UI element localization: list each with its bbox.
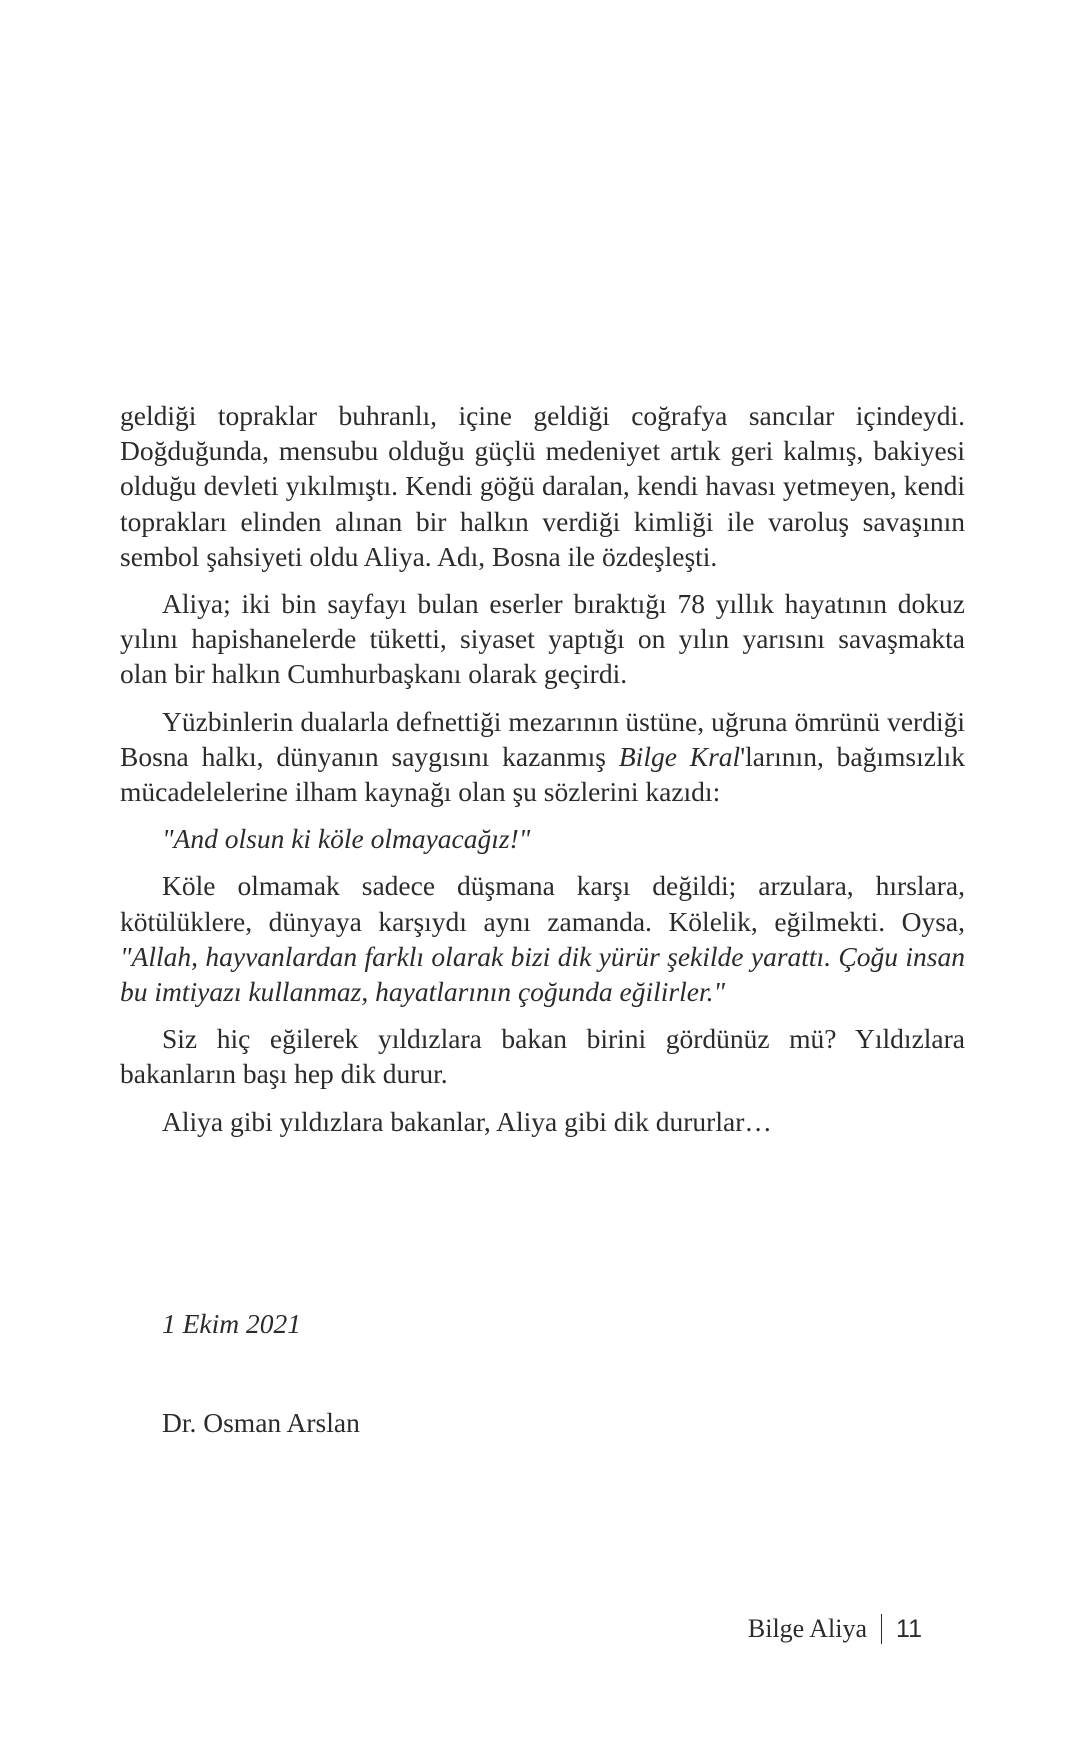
paragraph-3-part-a: Yüzbinlerin dualarla defnettiği mezarının üstüne, uğruna ömrünü verdiği Bosna halkı, dünyanın saygısını kazanmış <box>120 705 965 772</box>
paragraph-2: Aliya; iki bin sayfayı bulan eserler bıraktığı 78 yıllık hayatının dokuz yılını hapishanelerde tüketti, siyaset yaptığı on yılın yarısını savaşmakta olan bir halkın Cumhurbaşkanı olarak geçirdi. <box>120 588 965 690</box>
paragraph-4-quote: "Allah, hayvanlardan farklı olarak bizi dik yürür şekilde yarattı. Çoğu insan bu imtiyazı kullanmaz, hayatlarının çoğunda eğilirler." <box>120 940 965 1008</box>
paragraph-5: Siz hiç eğilerek yıldızlara bakan birini gördünüz mü? Yıldızlara bakanların başı hep dik durur. <box>120 1023 965 1090</box>
footer-book-title: Bilge Aliya <box>747 1614 868 1643</box>
paragraph-1: geldiği topraklar buhranlı, içine geldiği coğrafya sancılar içindeydi. Doğduğunda, mensubu olduğu güçlü medeniyet artık geri kalmış, bakiyesi olduğu devleti yıkılmıştı. Kendi göğü daralan, kendi havası yetmeyen, kendi toprakları elinden alınan bir halkın verdiği kimliği ile varoluş savaşının sembol şahsiyeti oldu Aliya. Adı, Bosna ile özdeşleşti. <box>120 400 965 572</box>
quote-and-olsun <box>120 821 965 856</box>
body-text <box>120 398 965 1151</box>
paragraph-6: Aliya gibi yıldızlara bakanlar, Aliya gibi dik dururlar… <box>162 1105 772 1137</box>
paragraph-3 <box>120 704 965 810</box>
signature-author: Dr. Osman Arslan <box>162 1407 360 1438</box>
signature-date: 1 Ekim 2021 <box>162 1308 302 1339</box>
quote-and-olsun-text: "And olsun ki köle olmayacağız!" <box>162 823 531 855</box>
page-number: 11 <box>896 1614 922 1643</box>
page-footer <box>748 1614 922 1644</box>
bilge-kral-italic: Bilge Kral <box>618 740 741 772</box>
footer-divider <box>881 1614 882 1644</box>
paragraph-3-part-b: 'larının, bağımsızlık mücadelelerine ilham kaynağı olan şu sözlerini kazıdı: <box>120 740 965 808</box>
paragraph-4 <box>120 868 965 1009</box>
paragraph-4-part-a: Köle olmamak sadece düşmana karşı değildi; arzulara, hırslara, kötülüklere, dünyaya karşıydı aynı zamanda. Kölelik, eğilmekti. Oysa, <box>120 870 965 937</box>
